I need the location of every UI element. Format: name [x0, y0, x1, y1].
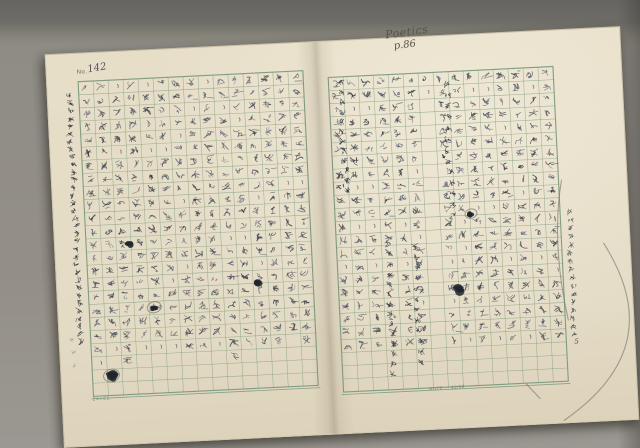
pencil-annotation-title: Poetics	[384, 22, 430, 42]
manuscript-paper	[45, 22, 640, 448]
grid-size-print: 24×25	[92, 396, 111, 403]
pencil-annotation-page: p.86	[393, 38, 417, 52]
left-page-grid	[76, 71, 320, 399]
margin-note-number: 5	[574, 337, 580, 346]
archive-note: NOTE ⋯ 42/58	[428, 384, 466, 392]
page-number-value: 142	[86, 61, 108, 76]
page-number-label: No.	[76, 69, 88, 76]
right-page-grid	[326, 66, 570, 394]
